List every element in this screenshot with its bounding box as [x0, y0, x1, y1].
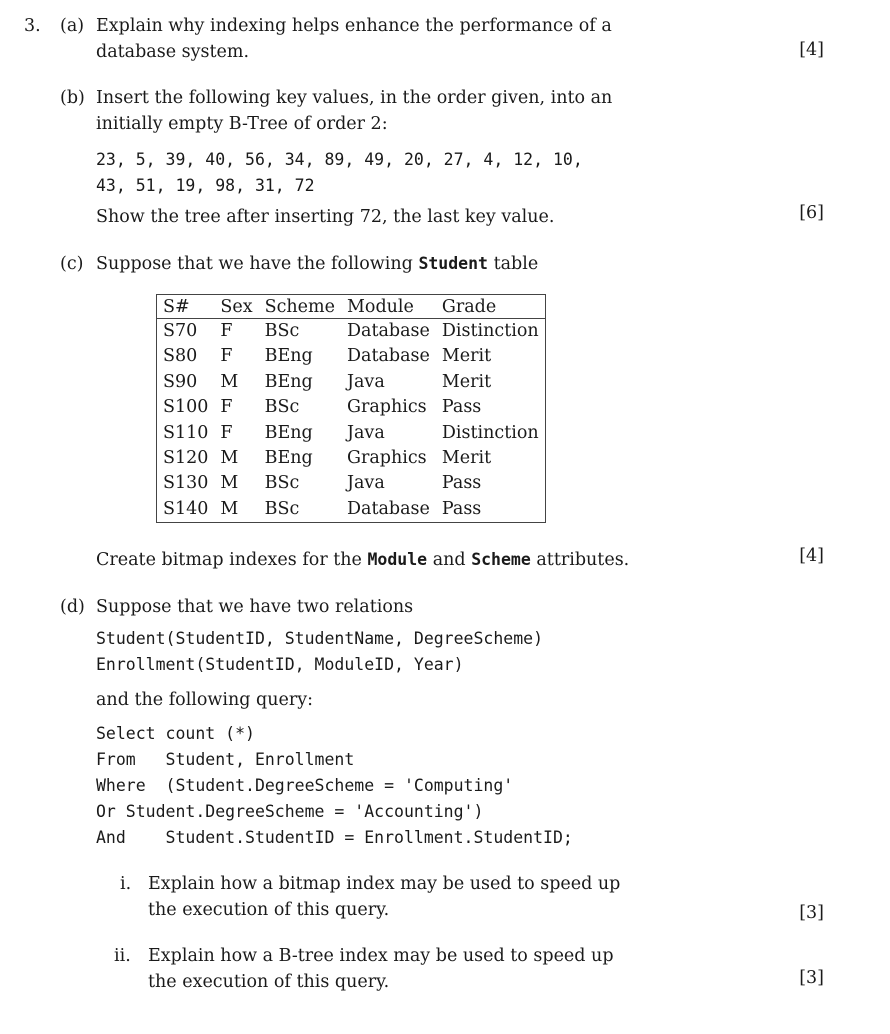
part-c-task-and: and [432, 550, 466, 570]
sub-ii-line2: the execution of this query. [148, 972, 390, 992]
cell-module: Java [346, 371, 385, 392]
table-row [157, 497, 546, 523]
sub-i-mark: [3] [799, 903, 824, 923]
cell-grade: Pass [441, 473, 482, 494]
sub-ii-mark: [3] [799, 968, 824, 988]
part-a-line2: database system. [96, 42, 250, 62]
part-c-intro-end: table [493, 254, 539, 274]
cell-sno: S140 [163, 498, 209, 519]
question-number: 3. [24, 16, 41, 36]
part-c-task [96, 548, 629, 572]
part-c-label: (c) [60, 254, 84, 274]
student-table-header-row [157, 295, 546, 319]
query-line: Or Student.DegreeScheme = 'Accounting') [96, 802, 484, 821]
part-c-intro-text: Suppose that we have the following [96, 254, 413, 274]
cell-scheme: BSc [264, 321, 300, 341]
query-line: Select count (*) [96, 724, 255, 743]
table-row [157, 319, 546, 345]
table-row [157, 344, 546, 369]
cell-module: Java [346, 422, 385, 443]
col-header-module: Module [341, 295, 436, 319]
cell-module: Database [346, 321, 430, 341]
part-b-line2: initially empty B-Tree of order 2: [96, 114, 388, 134]
student-table-name: Student [418, 254, 488, 273]
key-values-line2: 43, 51, 19, 98, 31, 72 [96, 176, 315, 195]
sub-i-line1: Explain how a bitmap index may be used to speed up [148, 874, 621, 894]
table-row [157, 370, 546, 395]
cell-sno: S90 [163, 371, 198, 392]
cell-grade: Merit [441, 448, 492, 469]
module-attr: Module [367, 550, 428, 569]
sub-i-line2: the execution of this query. [148, 900, 390, 920]
scheme-attr: Scheme [471, 550, 531, 569]
cell-scheme: BSc [264, 397, 300, 418]
cell-grade: Distinction [441, 321, 539, 341]
relation-student: Student(StudentID, StudentName, DegreeScheme) [96, 629, 544, 648]
part-c-intro [96, 252, 538, 276]
part-c-mark: [4] [799, 546, 824, 566]
col-header-sex: Sex [214, 295, 258, 319]
query-line: Where (Student.DegreeScheme = 'Computing' [96, 776, 514, 795]
cell-sex: F [220, 422, 233, 443]
cell-sex: M [220, 498, 239, 519]
cell-grade: Merit [441, 371, 492, 392]
cell-scheme: BEng [264, 422, 313, 443]
col-header-scheme: Scheme [259, 295, 341, 319]
cell-scheme: BEng [264, 371, 313, 392]
cell-sex: M [220, 448, 239, 469]
part-d-label: (d) [60, 597, 85, 617]
cell-module: Graphics [346, 397, 427, 418]
cell-sno: S100 [163, 397, 209, 418]
cell-grade: Distinction [441, 422, 539, 443]
part-d-intro: Suppose that we have two relations [96, 597, 414, 617]
part-b-line1: Insert the following key values, in the order given, into an [96, 88, 613, 108]
cell-sno: S130 [163, 473, 209, 494]
query-line: And Student.StudentID = Enrollment.StudentID; [96, 828, 573, 847]
part-c-task-start: Create bitmap indexes for the [96, 550, 362, 570]
cell-module: Database [346, 346, 430, 367]
sub-ii-label: ii. [114, 946, 131, 966]
cell-sno: S70 [163, 321, 198, 341]
cell-sex: F [220, 321, 233, 341]
table-row [157, 446, 546, 471]
cell-scheme: BSc [264, 473, 300, 494]
relation-enrollment: Enrollment(StudentID, ModuleID, Year) [96, 655, 464, 674]
cell-scheme: BSc [264, 498, 300, 519]
cell-module: Database [346, 498, 430, 519]
cell-grade: Merit [441, 346, 492, 367]
part-a-label: (a) [60, 16, 85, 36]
sub-i-label: i. [120, 874, 132, 894]
cell-sno: S110 [163, 422, 209, 443]
cell-scheme: BEng [264, 346, 313, 367]
cell-sex: F [220, 346, 233, 367]
col-header-sno: S# [157, 295, 215, 319]
table-row [157, 471, 546, 496]
key-values-line1: 23, 5, 39, 40, 56, 34, 89, 49, 20, 27, 4, 12, 10, [96, 150, 583, 169]
query-intro: and the following query: [96, 690, 314, 710]
cell-sno: S80 [163, 346, 198, 367]
cell-grade: Pass [441, 397, 482, 418]
cell-sex: M [220, 473, 239, 494]
sub-ii-line1: Explain how a B-tree index may be used to speed up [148, 946, 614, 966]
part-b-label: (b) [60, 88, 85, 108]
part-a-mark: [4] [799, 40, 824, 60]
cell-sno: S120 [163, 448, 209, 469]
part-b-show: Show the tree after inserting 72, the last key value. [96, 207, 555, 227]
part-a-line1: Explain why indexing helps enhance the performance of a [96, 16, 612, 36]
part-b-mark: [6] [799, 203, 824, 223]
col-header-grade: Grade [436, 295, 545, 319]
student-table [156, 294, 546, 523]
table-row [157, 421, 546, 446]
cell-sex: F [220, 397, 233, 418]
table-row [157, 395, 546, 420]
query-line: From Student, Enrollment [96, 750, 355, 769]
part-c-task-end: attributes. [536, 550, 630, 570]
cell-scheme: BEng [264, 448, 313, 469]
cell-grade: Pass [441, 498, 482, 519]
cell-module: Graphics [346, 448, 427, 469]
cell-module: Java [346, 473, 385, 494]
cell-sex: M [220, 371, 239, 392]
